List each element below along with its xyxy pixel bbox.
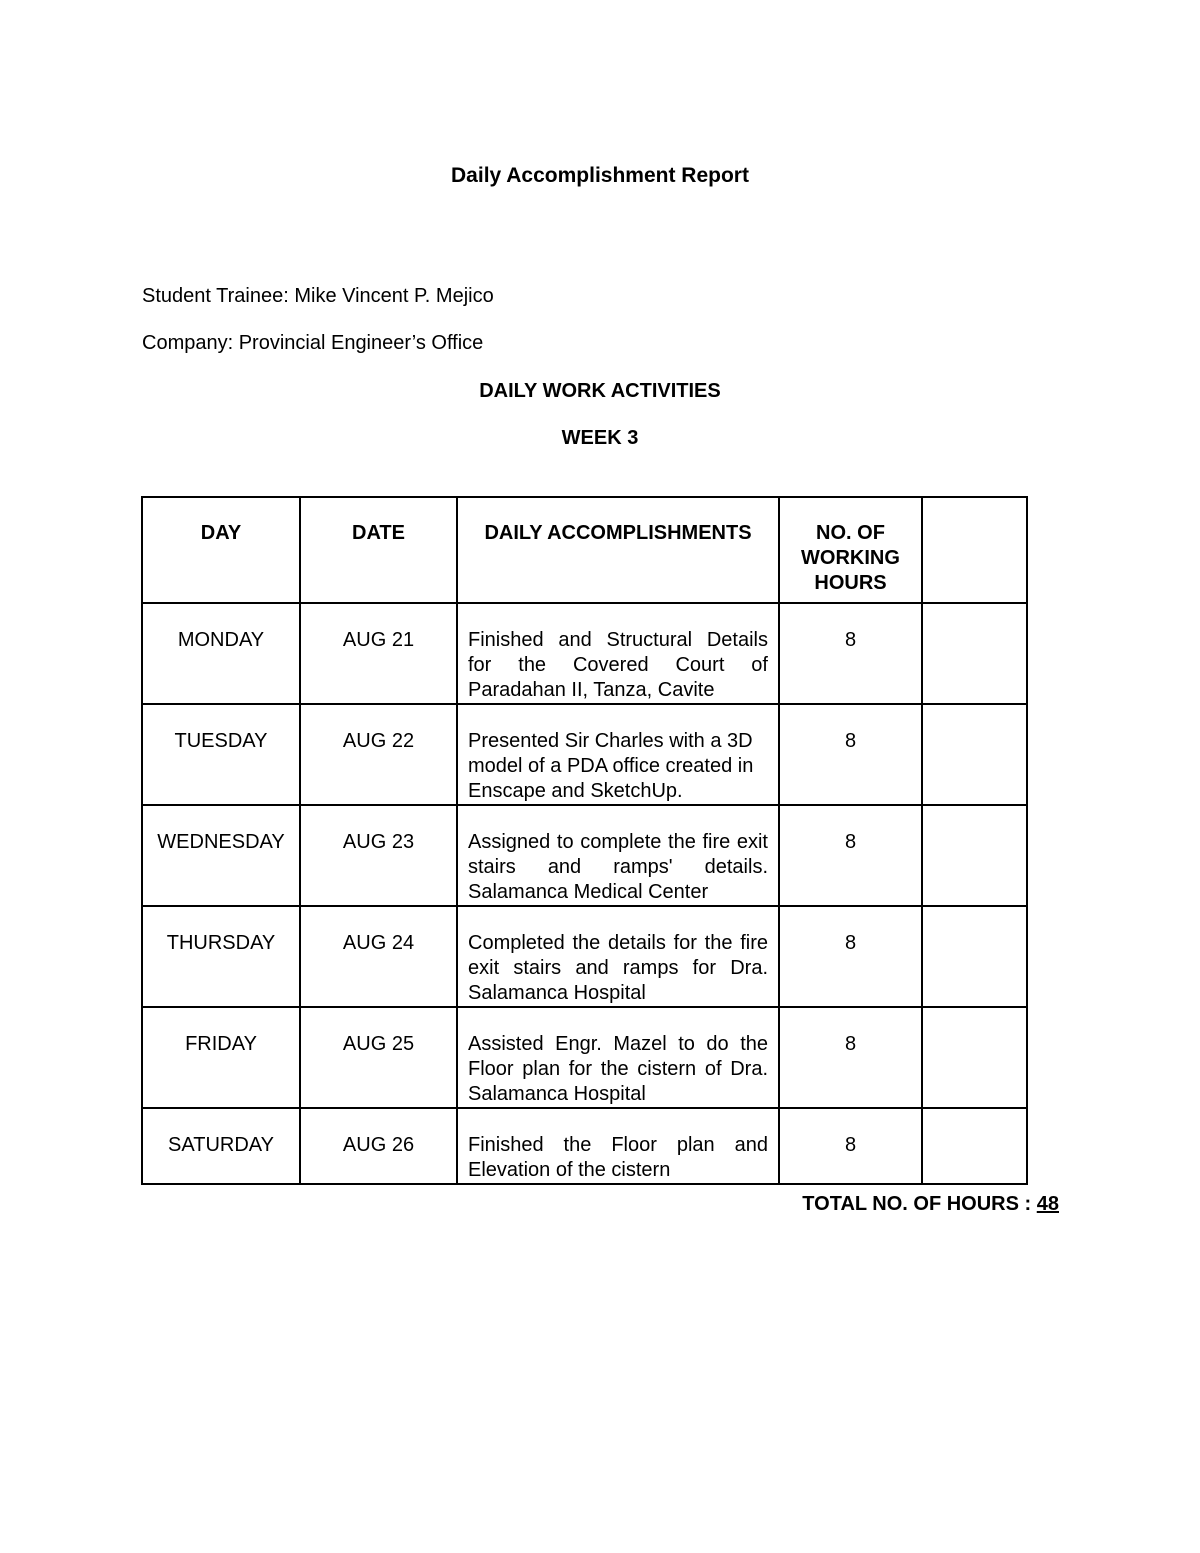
header-date: DATE	[300, 497, 457, 603]
cell-hours: 8	[779, 704, 922, 805]
cell-date: AUG 22	[300, 704, 457, 805]
week-label: WEEK 3	[561, 427, 639, 449]
cell-blank	[922, 1007, 1027, 1108]
cell-day: FRIDAY	[142, 1007, 300, 1108]
total-hours	[802, 1193, 1059, 1216]
cell-day: THURSDAY	[142, 906, 300, 1007]
header-blank	[922, 497, 1027, 603]
cell-blank	[922, 1108, 1027, 1184]
cell-accomplishment: Assisted Engr. Mazel to do the Floor plan for the cistern of Dra. Salamanca Hospital	[457, 1007, 779, 1108]
header-day: DAY	[142, 497, 300, 603]
company-label: Company:	[142, 332, 234, 354]
cell-accomplishment: Finished the Floor plan and Elevation of the cistern	[457, 1108, 779, 1184]
student-trainee-name: Mike Vincent P. Mejico	[294, 285, 494, 307]
cell-hours: 8	[779, 906, 922, 1007]
total-hours-value: 48	[1036, 1193, 1059, 1215]
cell-hours: 8	[779, 1108, 922, 1184]
cell-blank	[922, 805, 1027, 906]
cell-hours: 8	[779, 1007, 922, 1108]
header-hours-line3: HOURS	[814, 572, 887, 594]
total-hours-label: TOTAL NO. OF HOURS :	[802, 1193, 1032, 1215]
header-hours	[779, 497, 922, 603]
cell-blank	[922, 906, 1027, 1007]
table-row	[142, 1007, 1027, 1108]
cell-accomplishment: Completed the details for the fire exit stairs and ramps for Dra. Salamanca Hospital	[457, 906, 779, 1007]
cell-date: AUG 23	[300, 805, 457, 906]
cell-day: MONDAY	[142, 603, 300, 704]
cell-accomplishment: Finished and Structural Details for the Covered Court of Paradahan II, Tanza, Cavite	[457, 603, 779, 704]
report-title: Daily Accomplishment Report	[451, 164, 749, 187]
cell-hours: 8	[779, 805, 922, 906]
header-accomplishments: DAILY ACCOMPLISHMENTS	[457, 497, 779, 603]
company-name: Provincial Engineer’s Office	[238, 332, 484, 354]
cell-date: AUG 24	[300, 906, 457, 1007]
cell-date: AUG 21	[300, 603, 457, 704]
company-line	[142, 332, 483, 355]
table-row	[142, 1108, 1027, 1184]
cell-day: SATURDAY	[142, 1108, 300, 1184]
table-row	[142, 906, 1027, 1007]
header-hours-line1: NO. OF	[816, 522, 885, 544]
header-hours-line2: WORKING	[801, 547, 900, 569]
table-row	[142, 805, 1027, 906]
cell-blank	[922, 704, 1027, 805]
student-trainee-label: Student Trainee:	[142, 285, 289, 307]
section-heading: DAILY WORK ACTIVITIES	[479, 380, 721, 402]
table-row	[142, 603, 1027, 704]
cell-date: AUG 25	[300, 1007, 457, 1108]
cell-day: WEDNESDAY	[142, 805, 300, 906]
activities-table	[141, 496, 1028, 1185]
cell-day: TUESDAY	[142, 704, 300, 805]
cell-accomplishment: Presented Sir Charles with a 3D model of a PDA office created in Enscape and SketchUp.	[457, 704, 779, 805]
student-trainee-line	[142, 285, 494, 308]
table-header-row	[142, 497, 1027, 603]
cell-hours: 8	[779, 603, 922, 704]
table-row	[142, 704, 1027, 805]
cell-blank	[922, 603, 1027, 704]
cell-accomplishment: Assigned to complete the fire exit stairs and ramps' details. Salamanca Medical Center	[457, 805, 779, 906]
cell-date: AUG 26	[300, 1108, 457, 1184]
